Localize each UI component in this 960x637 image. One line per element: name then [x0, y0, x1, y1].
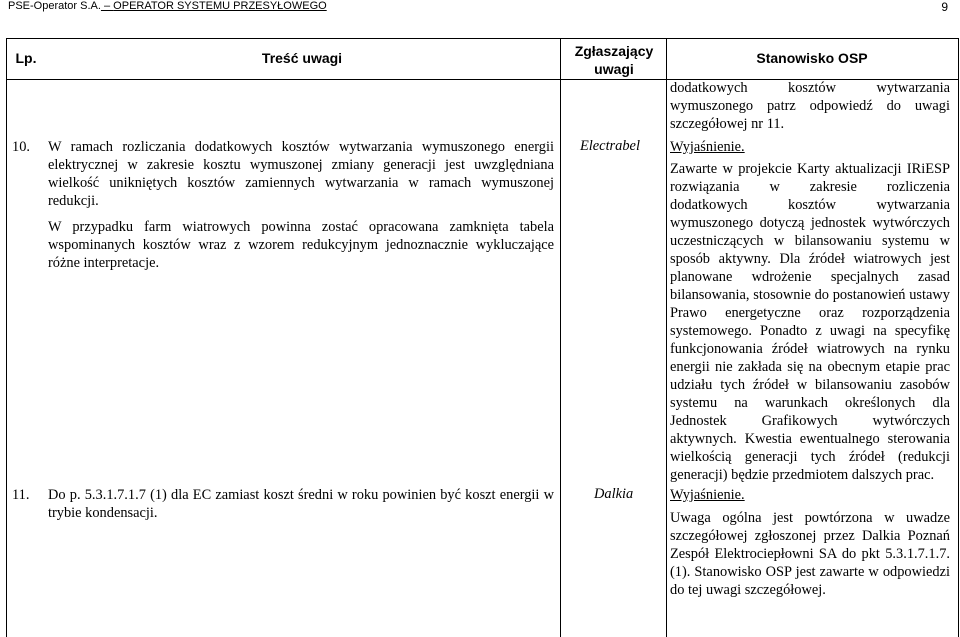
- table-right-border: [958, 38, 959, 637]
- row-number: 10.: [12, 139, 30, 155]
- remark-paragraph: W ramach rozliczania dodatkowych kosztów wytwarzania wymuszonego energii elektrycznej w zakresie kosztu wymuszonej zmiany generacji jest uwzględniana wielkość unikniętych kosztów zamiennych wytwarzania w ramach wymuszonej redukcji.: [48, 139, 554, 209]
- remark-paragraph: Do p. 5.3.1.7.1.7 (1) dla EC zamiast koszt średni w roku powinien być koszt energii w trybie kondensacji.: [48, 487, 554, 521]
- row-number: 11.: [12, 487, 30, 503]
- remark-paragraph: W przypadku farm wiatrowych powinna zostać opracowana zamknięta tabela wspominanych kosztów wraz z wzorem redukcyjnym jednoznacznie wykluczające różne interpretacje.: [48, 219, 554, 271]
- row-content: [48, 138, 554, 280]
- column-divider: [666, 38, 667, 637]
- page-number: 9: [941, 0, 948, 14]
- submitter: Dalkia: [594, 486, 634, 502]
- table-left-border: [6, 38, 7, 637]
- continuation-text: dodatkowych kosztów wytwarzania wymuszonego patrz odpowiedź do uwagi szczegółowej nr 11.: [670, 80, 950, 132]
- header-title: – OPERATOR SYSTEMU PRZESYŁOWEGO: [100, 0, 327, 12]
- column-divider: [560, 38, 561, 637]
- document-header: [8, 0, 327, 12]
- submitter: Electrabel: [580, 138, 640, 154]
- response-text: Uwaga ogólna jest powtórzona w uwadze szczegółowej zgłoszonej przez Dalkia Poznań Zespół Elektrociepłowni SA do pkt 5.3.1.7.1.7.(1). Stanowisko OSP jest zawarte w odpowiedzi do tej uwagi szczegółowej.: [670, 510, 950, 598]
- column-header-zglaszajacy: Zgłaszający uwagi: [574, 43, 654, 77]
- table-top-border: [6, 38, 958, 39]
- company-name: PSE-Operator S.A.: [8, 0, 101, 12]
- column-header-lp: Lp.: [15, 50, 37, 66]
- column-header-stanowisko: Stanowisko OSP: [756, 50, 868, 66]
- response-heading: Wyjaśnienie.: [670, 139, 745, 155]
- response-text: Zawarte w projekcie Karty aktualizacji IRiESP rozwiązania w zakresie rozliczenia dodatkowych kosztów wytwarzania wymuszonego dotyczą jednostek wytwórczych uczestniczących w bilansowaniu systemu w sposób aktywny. Dla źródeł wiatrowych jest planowane wdrożenie specjalnych zasad bilansowania, stosownie do postanowień ustawy Prawo energetyczne oraz rozporządzenia systemowego. Ponadto z uwagi na specyfikę funkcjonowania źródeł wiatrowych na rynku energii nie zakłada się na obecnym etapie prac udziału tych źródeł w bilansowaniu zasobów systemu na warunkach określonych dla Jednostek Grafikowych wytwórczych aktywnych. Kwestia ewentualnego sterowania wielkością generacji tych źródeł (redukcji generacji) będzie przedmiotem dalszych prac.: [670, 161, 950, 483]
- column-header-tresc: Treść uwagi: [261, 50, 343, 66]
- response-heading: Wyjaśnienie.: [670, 487, 745, 503]
- row-content: [48, 486, 554, 530]
